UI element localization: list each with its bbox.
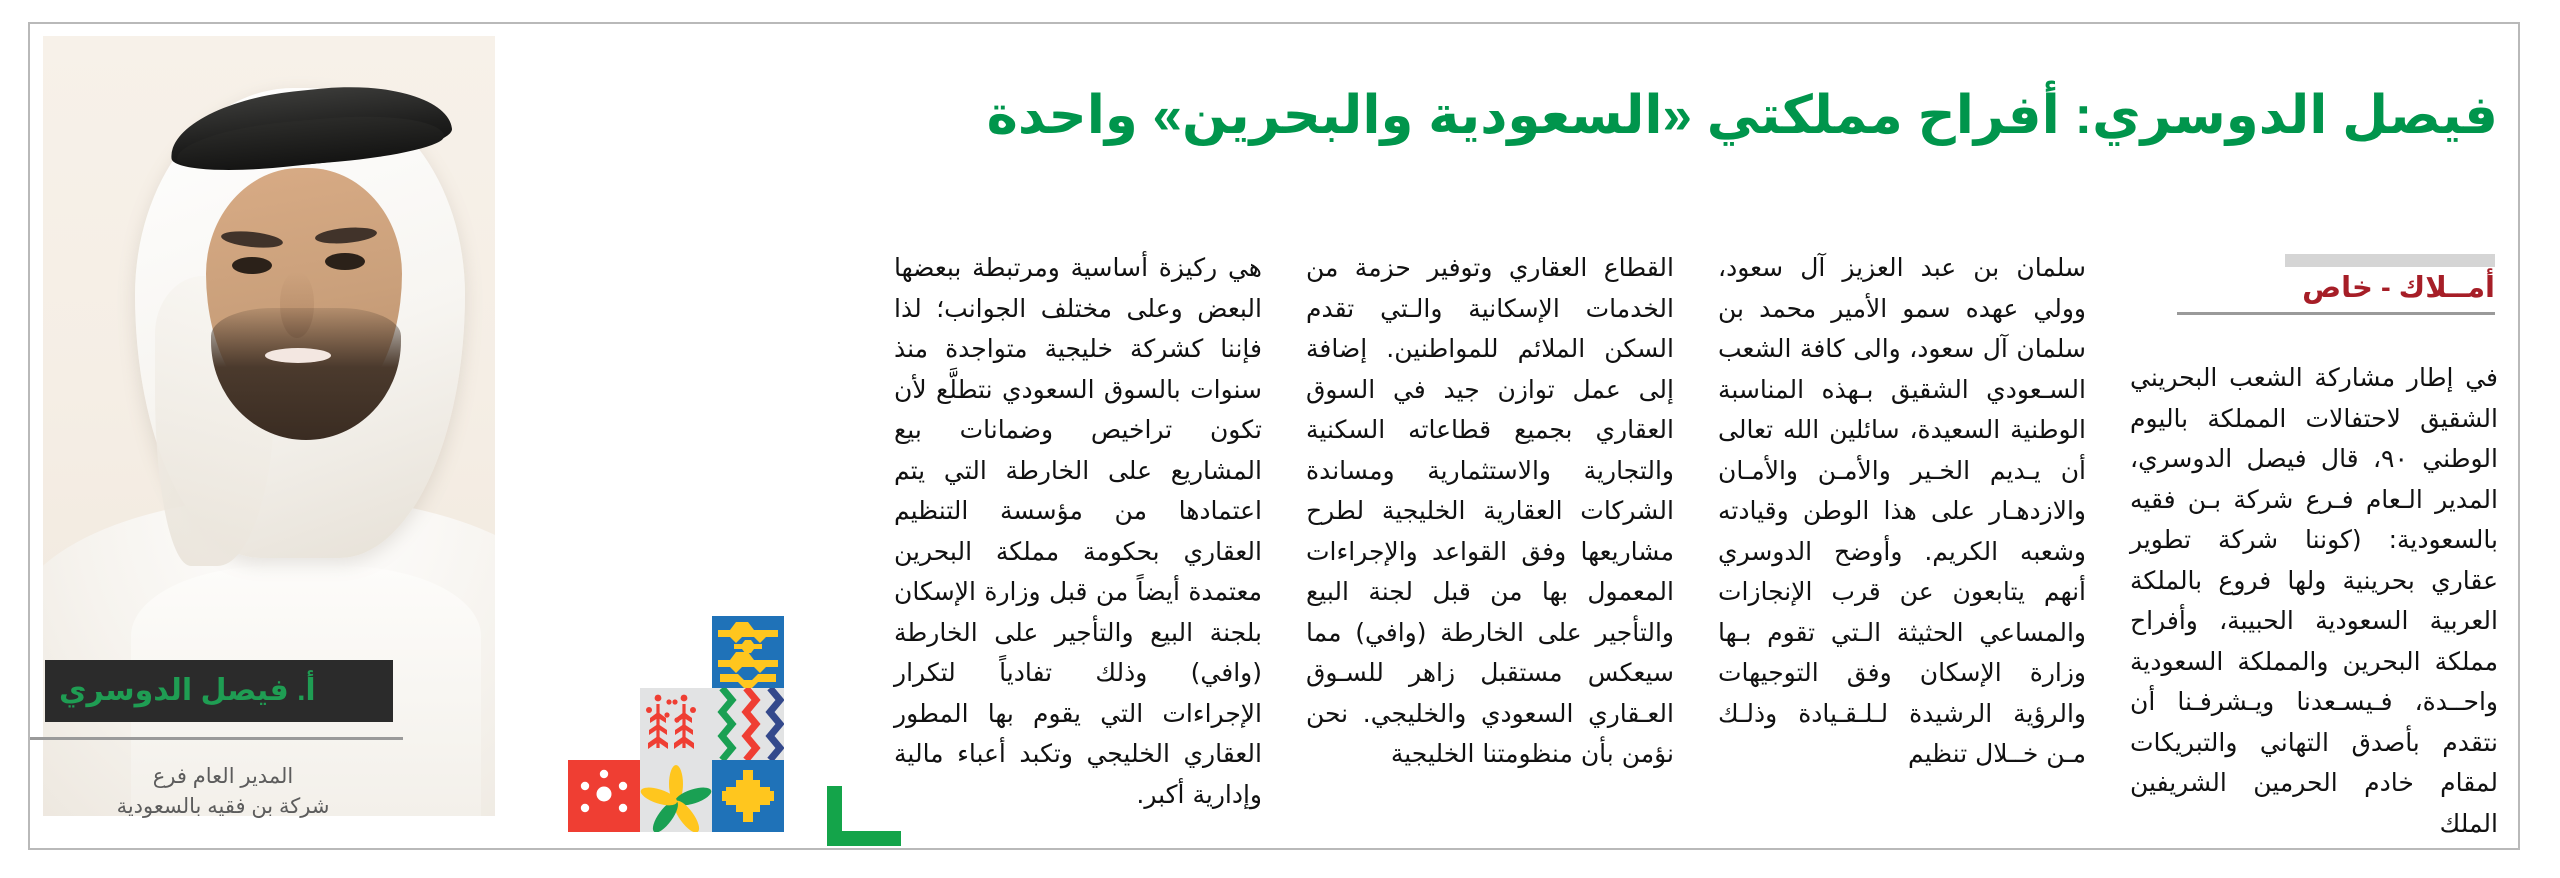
- caption-divider: [30, 737, 403, 740]
- cross-motif-icon: [712, 760, 784, 832]
- article-headline: فيصل الدوسري: أفراح مملكتي «السعودية والبحرين» واحدة: [986, 86, 2498, 145]
- green-corner-horizontal: [827, 831, 901, 846]
- deco-tile-palms: [640, 688, 712, 760]
- column-spacer: [2130, 248, 2498, 358]
- portrait-eye-left: [232, 257, 272, 274]
- column-text: هي ركيزة أساسية ومرتبطة ببعضها البعض وعلى مختلف الجوانب؛ لذا فإننا كشركة خليجية متواجدة منذ سنوات بالسوق السعودي نتطلَّع لأن تكون تراخيص وضمانات بيع المشاريع على الخارطة التي يتم اعتمادها من مؤسسة التنظيم العقاري بحكومة مملكة البحرين معتمدة أيضاً من قبل وزارة الإسكان بلجنة البيع والتأجير على الخارطة (وافي) وذلك تفادياً لتكرار الإجراءات التي يقوم بها المطور العقاري الخليجي وتكبد أعباء مالية وإدارية أكبر.: [894, 253, 1262, 809]
- article-column-4: [894, 248, 1262, 828]
- article-body: [793, 248, 2498, 838]
- palm-motif-icon: [640, 688, 712, 760]
- portrait-role: [45, 762, 393, 823]
- kicker-label: أمــلاك - خاص: [2302, 272, 2495, 304]
- flower-motif-icon: [640, 760, 712, 832]
- column-text: القطاع العقاري وتوفير حزمة من الخدمات الإسكانية والـتي تقدم السكن الملائم للمواطنين. إضافة إلى عمل توازن جيد في السوق العقاري بجميع قطاعاته السكنية والتجارية والاستثمارية ومساندة الشركات العقارية الخليجية لطرح مشاريعها وفق القواعد والإجراءات المعمول بها من قبل لجنة البيع والتأجير على الخارطة (وافي) مما سيعكس مستقبل زاهر للسـوق العـقاري السعودي والخليجي. نحن نؤمن بأن منظومتنا الخليجية: [1306, 253, 1674, 768]
- portrait-name-bar: [45, 660, 393, 722]
- portrait-eye-right: [325, 253, 365, 270]
- deco-tile-zigzag: [712, 688, 784, 760]
- deco-tile-dots: [568, 760, 640, 832]
- chevron-motif-icon: [712, 616, 784, 688]
- column-text: سلمان بن عبد العزيز آل سعود، وولي عهده سمو الأمير محمد بن سلمان آل سعود، والى كافة الشعب السـعودي الشقيق بـهذه المناسبة الوطنية السعيدة، سائلين الله تعالى أن يـديم الخـير والأمـن والأمـان والازدهـار على هذا الوطن وقيادته وشعبه الكريم. وأوضح الدوسري أنهم يتابعون عن قرب الإنجازات والمساعي الحثيثة الـتي تقوم بـها وزارة الإسكان وفق التوجيهات والرؤية الرشيدة لـلـقـيادة وذلـك مـن خــلال تنظيم: [1718, 253, 2086, 768]
- article-column-3: [1306, 248, 1674, 828]
- column-text: في إطار مشاركة الشعب البحريني الشقيق لاحتفالات المملكة باليوم الوطني ٩٠، قال فيصل الدوسري، المدير الـعام فـرع شركة بـن فقيه بالسعودية: (كوننا شركة تطوير عقاري بحرينية ولها فروع بالملكة العربية السعودية الحبيبة، وأفراح مملكة البحرين والمملكة السعودية واحــدة، فـيسـعدنا ويـشرفـنا أن نتقدم بأصدق التهاني والتبريكات لمقام خادم الحرمين الشريفين الملك: [2130, 363, 2498, 838]
- portrait-role-line-1: المدير العام فرع: [152, 765, 294, 788]
- dots-motif-icon: [568, 760, 640, 832]
- portrait-role-line-2: شركة بن فقيه بالسعودية: [116, 795, 330, 819]
- article-column-1: [2130, 248, 2498, 838]
- deco-tile-cross: [712, 760, 784, 832]
- deco-tile-flower: [640, 760, 712, 832]
- deco-tile-chevrons: [712, 616, 784, 688]
- portrait-mouth: [265, 348, 331, 363]
- article-column-2: [1718, 248, 2086, 828]
- saudi-national-day-pattern: [568, 616, 784, 832]
- portrait-name: أ. فيصل الدوسري: [59, 674, 316, 707]
- green-corner-accent: [827, 786, 901, 846]
- zigzag-motif-icon: [712, 688, 784, 760]
